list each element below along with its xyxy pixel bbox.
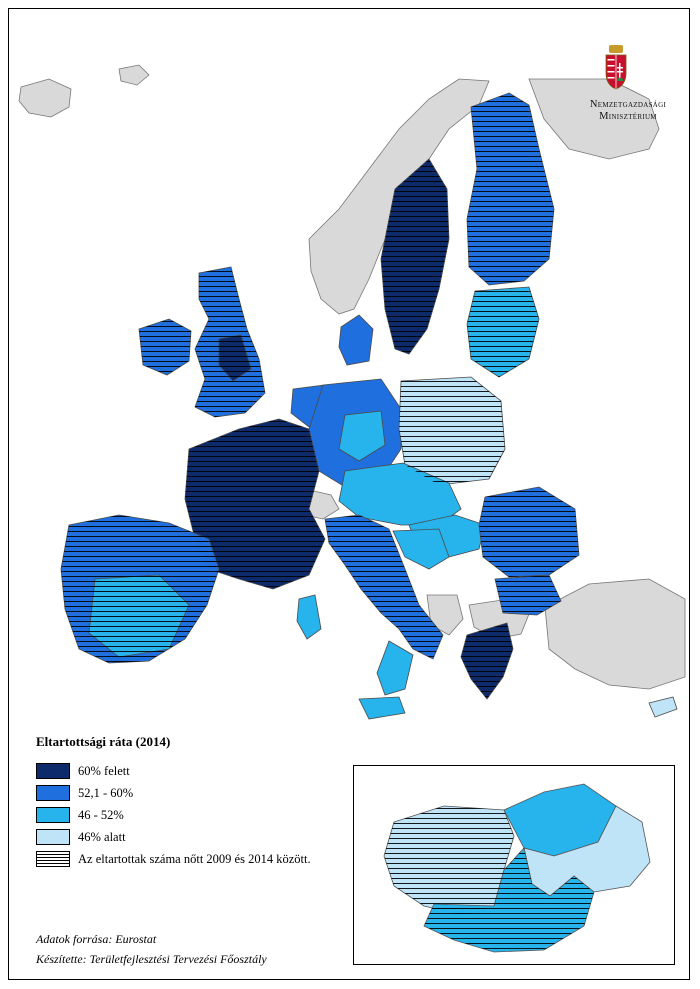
legend-swatch <box>36 829 70 845</box>
sardinia <box>297 595 321 639</box>
iceland <box>19 79 71 117</box>
cyprus <box>649 697 677 717</box>
ministry-name-line1: Nemzetgazdasági <box>589 99 667 110</box>
legend-swatch-hatch <box>36 851 70 867</box>
ministry-logo <box>569 49 687 123</box>
hungary-inset-map <box>353 765 675 965</box>
legend-label: 46% alatt <box>78 829 126 844</box>
italy-south <box>377 641 413 695</box>
map-frame <box>8 8 690 980</box>
legend-label: 46 - 52% <box>78 807 124 822</box>
legend-item-hatch <box>36 848 356 870</box>
legend-swatch <box>36 785 70 801</box>
ministry-name-line2: Minisztérium <box>599 111 657 122</box>
legend-label: Az eltartottak száma nőtt 2009 és 2014 között. <box>78 851 311 866</box>
legend-label: 52,1 - 60% <box>78 785 134 800</box>
legend-title: Eltartottsági ráta (2014) <box>36 734 171 749</box>
denmark <box>339 315 373 365</box>
author: Készítette: Területfejlesztési Tervezési Főosztály <box>36 952 267 966</box>
sicily <box>359 697 405 719</box>
legend-item-4 <box>36 826 356 848</box>
legend-item-2 <box>36 782 356 804</box>
legend-item-3 <box>36 804 356 826</box>
hungary-inset-svg <box>354 766 673 963</box>
map-legend <box>36 734 356 870</box>
svalbard <box>119 65 149 85</box>
source-note <box>36 929 267 969</box>
legend-item-1 <box>36 760 356 782</box>
legend-label: 60% felett <box>78 763 130 778</box>
legend-swatch <box>36 763 70 779</box>
legend-swatch <box>36 807 70 823</box>
data-source: Adatok forrása: Eurostat <box>36 932 157 946</box>
turkey <box>545 579 685 689</box>
